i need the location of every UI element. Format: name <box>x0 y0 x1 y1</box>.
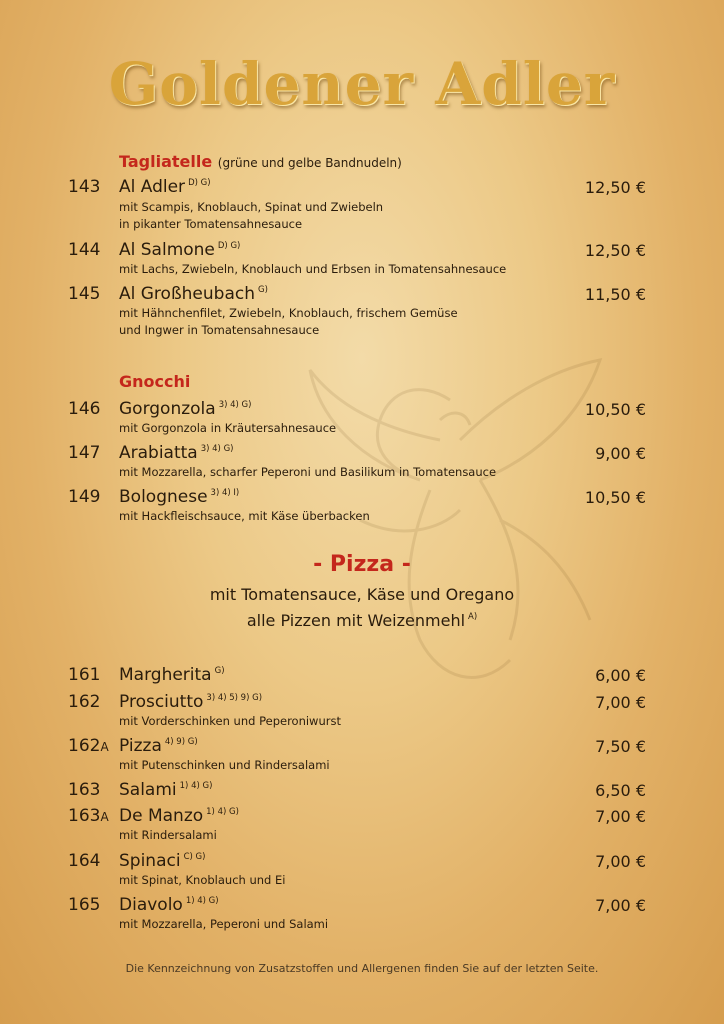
item-price: 6,50 € <box>595 781 646 800</box>
pizza-subtitle: mit Tomatensauce, Käse und Oregano <box>209 585 515 604</box>
allergen-codes: G) <box>258 285 268 295</box>
item-price: 11,50 € <box>584 285 646 304</box>
menu-item-name <box>119 284 268 304</box>
number-text: 162 <box>68 736 101 756</box>
section-heading-pizza: - Pizza - <box>313 552 411 577</box>
item-name-text: Pizza <box>119 736 162 756</box>
item-number <box>68 806 109 826</box>
menu-item-name <box>119 806 239 826</box>
item-number: 165 <box>68 895 101 915</box>
item-price: 12,50 € <box>584 178 646 197</box>
allergen-codes: G) <box>214 666 225 676</box>
item-price: 6,00 € <box>595 666 646 685</box>
item-name-text: Al Salmone <box>119 240 215 260</box>
menu-item-name <box>119 851 205 871</box>
description-line: mit Vorderschinken und Peperoniwurst <box>119 714 341 728</box>
item-price: 7,00 € <box>595 852 646 871</box>
item-name-text: De Manzo <box>119 806 204 826</box>
description-line: mit Spinat, Knoblauch und Ei <box>119 873 286 887</box>
description-line: mit Lachs, Zwiebeln, Knoblauch und Erbsen in Tomatensahnesauce <box>119 262 507 276</box>
menu-item-name <box>119 443 233 463</box>
allergen-codes: 3) 4) 5) 9) G) <box>206 693 263 703</box>
description-line: mit Scampis, Knoblauch, Spinat und Zwiebeln <box>119 200 384 214</box>
section-heading-text: Gnocchi <box>119 372 191 391</box>
item-description <box>119 420 589 437</box>
item-price: 10,50 € <box>584 400 646 419</box>
allergen-codes: 1) 4) G) <box>185 896 219 906</box>
menu-item-name <box>119 736 198 756</box>
item-price: 9,00 € <box>595 444 646 463</box>
menu-item-name <box>119 177 211 197</box>
allergen-codes: 1) 4) G) <box>206 807 239 817</box>
pizza-flour-note <box>0 611 724 630</box>
allergen-codes: 1) 4) G) <box>179 781 213 791</box>
allergen-codes: 4) 9) G) <box>164 737 198 747</box>
item-description <box>119 199 589 233</box>
item-description <box>119 872 589 889</box>
item-description <box>119 916 589 933</box>
item-number: 162 <box>68 692 101 712</box>
item-price: 7,00 € <box>595 807 646 826</box>
item-description <box>119 261 589 278</box>
item-description <box>119 827 589 844</box>
item-number: 149 <box>68 487 101 507</box>
section-heading-text: Tagliatelle <box>119 152 213 171</box>
item-number: 144 <box>68 240 101 260</box>
allergen-footnote: Die Kennzeichnung von Zusatzstoffen und Allergenen finden Sie auf der letzten Seite. <box>125 962 599 975</box>
menu-item-name <box>119 665 225 685</box>
section-heading-tagliatelle <box>119 152 402 171</box>
item-description <box>119 305 589 339</box>
item-number: 143 <box>68 177 101 197</box>
item-number: 164 <box>68 851 101 871</box>
description-line: und Ingwer in Tomatensahnesauce <box>119 323 320 337</box>
menu-item-name <box>119 692 262 712</box>
allergen-codes: C) G) <box>183 852 206 862</box>
item-number: 145 <box>68 284 101 304</box>
item-name-text: Al Großheubach <box>119 284 255 304</box>
item-name-text: Arabiatta <box>119 443 198 463</box>
item-number <box>68 736 109 756</box>
description-line: mit Rindersalami <box>119 828 217 842</box>
item-name-text: Prosciutto <box>119 692 204 712</box>
item-name-text: Bolognese <box>119 487 208 507</box>
description-line: mit Gorgonzola in Kräutersahnesauce <box>119 421 337 435</box>
item-description <box>119 713 589 730</box>
item-number: 161 <box>68 665 101 685</box>
item-number: 146 <box>68 399 101 419</box>
item-price: 7,00 € <box>595 693 646 712</box>
item-name-text: Al Adler <box>119 177 186 197</box>
flour-note-text: alle Pizzen mit Weizenmehl <box>246 611 466 630</box>
menu-item-name <box>119 895 219 915</box>
section-heading-gnocchi <box>119 372 190 391</box>
item-description <box>119 464 589 481</box>
menu-item-name <box>119 399 251 419</box>
item-description <box>119 757 589 774</box>
menu-item-name <box>119 487 239 507</box>
allergen-codes: 3) 4) I) <box>210 488 240 498</box>
description-line: mit Mozzarella, Peperoni und Salami <box>119 917 329 931</box>
item-name-text: Margherita <box>119 665 212 685</box>
item-price: 12,50 € <box>584 241 646 260</box>
description-line: mit Mozzarella, scharfer Peperoni und Basilikum in Tomatensauce <box>119 465 497 479</box>
allergen-codes: A) <box>468 612 478 622</box>
allergen-codes: D) G) <box>188 178 211 188</box>
item-price: 10,50 € <box>584 488 646 507</box>
allergen-codes: 3) 4) G) <box>200 444 234 454</box>
item-name-text: Gorgonzola <box>119 399 216 419</box>
item-number: 147 <box>68 443 101 463</box>
section-subheading: (grüne und gelbe Bandnudeln) <box>217 156 402 170</box>
number-suffix: A <box>100 810 109 824</box>
item-name-text: Spinaci <box>119 851 181 871</box>
number-text: 163 <box>68 806 101 826</box>
item-number: 163 <box>68 780 101 800</box>
number-suffix: A <box>100 740 109 754</box>
description-line: mit Hähnchenfilet, Zwiebeln, Knoblauch, frischem Gemüse <box>119 306 458 320</box>
menu-item-name <box>119 780 212 800</box>
restaurant-title: Goldener Adler <box>108 50 616 118</box>
allergen-codes: D) G) <box>217 241 241 251</box>
item-price: 7,00 € <box>595 896 646 915</box>
item-price: 7,50 € <box>595 737 646 756</box>
allergen-codes: 3) 4) G) <box>218 400 252 410</box>
item-name-text: Salami <box>119 780 177 800</box>
description-line: in pikanter Tomatensahnesauce <box>119 217 303 231</box>
item-name-text: Diavolo <box>119 895 183 915</box>
menu-item-name <box>119 240 240 260</box>
description-line: mit Putenschinken und Rindersalami <box>119 758 330 772</box>
item-description <box>119 508 589 525</box>
description-line: mit Hackfleischsauce, mit Käse überbacken <box>119 509 370 523</box>
